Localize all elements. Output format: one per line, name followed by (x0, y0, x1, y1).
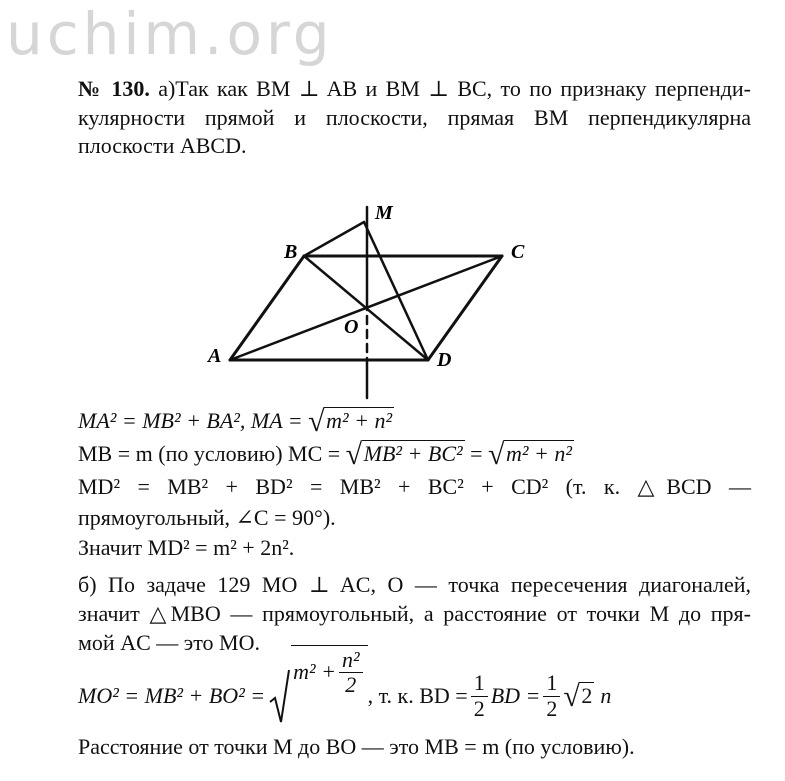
label-m: M (375, 202, 393, 224)
mo-root-den: 2 (345, 672, 357, 697)
part-b-line-3: мой AC — это MO. (78, 630, 260, 655)
formula-4: прямоугольный, ∠C = 90°). (78, 505, 336, 530)
mo-big-root (269, 646, 367, 724)
sqrt-symbol (563, 683, 594, 709)
mo-root-num: n² (339, 648, 363, 673)
formula-5: Значит MD² = m² + 2n². (78, 535, 295, 560)
label-b: B (284, 241, 298, 263)
part-a-text-1: а)Так как BM ⊥ AB и BM ⊥ BC, то по признаку перпенди- (158, 76, 752, 101)
formula-1-root: m² + n² (326, 408, 393, 433)
part-b-line-2: значит △MBO — прямоугольный, а расстояние от точки M до пря- (78, 601, 751, 626)
mo-n: n (600, 682, 612, 708)
edge-mb (304, 222, 364, 256)
sqrt-symbol (346, 441, 465, 467)
label-o: O (344, 316, 359, 338)
formula-2-equals: = (470, 441, 483, 466)
half-num: 1 (471, 671, 488, 696)
label-d: D (437, 349, 452, 371)
mo-root-a: m² + (293, 659, 336, 685)
formula-2-root-2: m² + n² (506, 441, 572, 466)
label-c: C (511, 241, 525, 263)
mo-mid: , т. к. BD = (367, 682, 468, 708)
fraction-half-1 (471, 671, 488, 720)
edge-ab (230, 256, 304, 360)
mo-root-content (291, 645, 367, 697)
formula-1-left: MA² = MB² + BA², MA = (78, 408, 303, 433)
part-a-line-3: плоскости ABCD. (78, 133, 247, 158)
half2-den: 2 (546, 695, 558, 721)
label-a: A (208, 345, 222, 367)
watermark: uchim.org (6, 0, 334, 68)
half2-num: 1 (543, 671, 560, 696)
sqrt-symbol (308, 408, 394, 434)
half-den: 2 (473, 695, 485, 721)
edge-cd (428, 256, 502, 360)
edge-md (364, 222, 428, 360)
problem-number: № 130. (78, 76, 150, 101)
formula-2-root-1: MB² + BC² (363, 441, 463, 466)
fraction-n2-over-2 (339, 648, 363, 697)
formula-2 (78, 441, 574, 467)
formula-2-left: MB = m (по условию) MC = (78, 441, 341, 466)
sqrt-symbol (488, 441, 574, 467)
fraction-half-2 (543, 671, 560, 720)
mo-left: MO² = MB² + BO² = (78, 682, 266, 708)
mo-bd: BD = (490, 682, 541, 708)
part-a-line-2: кулярности прямой и плоскости, прямая BM перпендикулярна (78, 105, 751, 130)
part-b-line-1: б) По задаче 129 MO ⊥ AC, O — точка пересечения диагоналей, (78, 572, 751, 597)
part-b-last-line: Расстояние от точки M до BO — это MB = m (по условию). (78, 734, 635, 759)
formula-3: MD² = MB² + BD² = MB² + BC² + CD² (т. к. △BCD — (78, 474, 751, 499)
mo-root2: 2 (581, 682, 593, 708)
big-sqrt-sign (269, 668, 291, 724)
formula-1 (78, 408, 394, 434)
mo-formula (78, 646, 612, 726)
